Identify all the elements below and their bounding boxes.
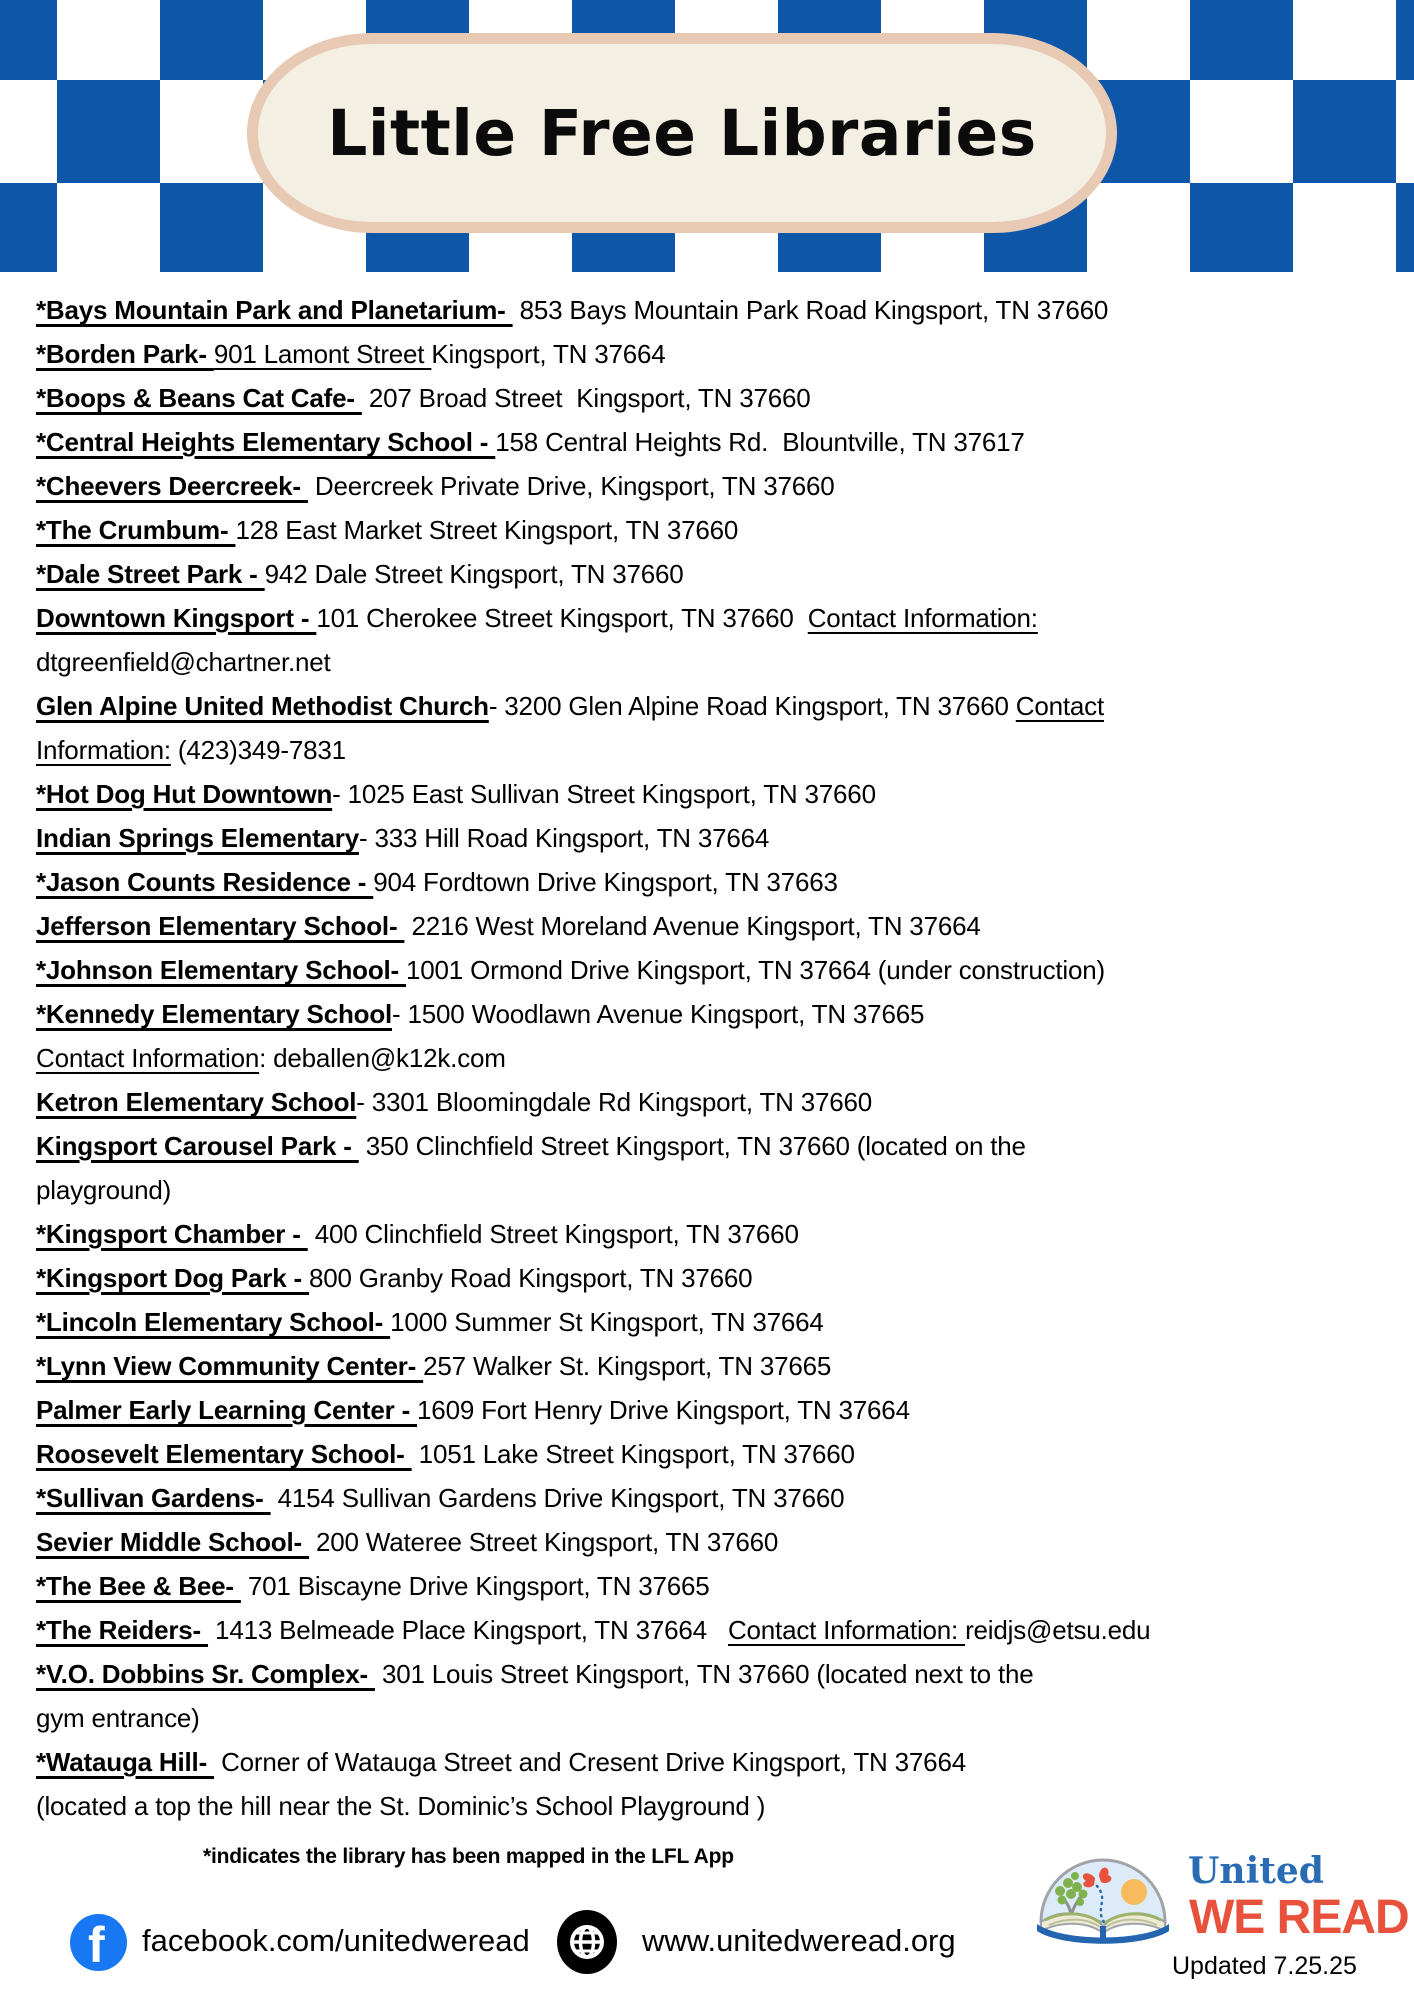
facebook-icon[interactable] xyxy=(70,1914,127,1971)
entry-text: 1000 Summer St Kingsport, TN 37664 xyxy=(390,1307,824,1337)
library-entry xyxy=(36,860,1380,904)
library-entry xyxy=(36,992,1380,1080)
library-entry xyxy=(36,1300,1380,1344)
entry-name: Downtown Kingsport - xyxy=(36,603,317,633)
entry-text: 301 Louis Street Kingsport, TN 37660 (located next to the xyxy=(374,1659,1034,1689)
entry-name: *Dale Street Park - xyxy=(36,559,265,589)
updated-date: Updated 7.25.25 xyxy=(1172,1952,1357,1980)
entry-underlined-text: Contact Information: xyxy=(807,603,1038,633)
library-entry xyxy=(36,1476,1380,1520)
entry-name: *Kennedy Elementary School xyxy=(36,999,393,1029)
library-entry xyxy=(36,904,1380,948)
library-entry xyxy=(36,1388,1380,1432)
entry-name: *Borden Park- xyxy=(36,339,214,369)
entry-text: 2216 West Moreland Avenue Kingsport, TN 37664 xyxy=(404,911,981,941)
title-badge xyxy=(247,33,1117,233)
entry-text: Deercreek Private Drive, Kingsport, TN 37660 xyxy=(307,471,835,501)
library-entry xyxy=(36,684,1380,772)
library-entry xyxy=(36,552,1380,596)
library-entry xyxy=(36,816,1380,860)
entry-text: 1001 Ormond Drive Kingsport, TN 37664 (under construction) xyxy=(406,955,1105,985)
entry-name: Indian Springs Elementary xyxy=(36,823,359,853)
entry-name: *Jason Counts Residence - xyxy=(36,867,374,897)
entry-name: *V.O. Dobbins Sr. Complex- xyxy=(36,1659,375,1689)
entry-text: Corner of Watauga Street and Cresent Drive Kingsport, TN 37664 xyxy=(214,1747,966,1777)
library-entry xyxy=(36,1212,1380,1256)
footnote: *indicates the library has been mapped in the LFL App xyxy=(203,1845,734,1868)
library-entry xyxy=(36,1608,1380,1652)
entry-text: - 3200 Glen Alpine Road Kingsport, TN 37660 xyxy=(488,691,1016,721)
entry-text: 257 Walker St. Kingsport, TN 37665 xyxy=(423,1351,832,1381)
entry-name: Kingsport Carousel Park - xyxy=(36,1131,359,1161)
library-entry xyxy=(36,508,1380,552)
entry-text: 800 Granby Road Kingsport, TN 37660 xyxy=(308,1263,753,1293)
entry-name: Palmer Early Learning Center - xyxy=(36,1395,418,1425)
entry-text: dtgreenfield@chartner.net xyxy=(36,647,331,677)
entry-name: Roosevelt Elementary School- xyxy=(36,1439,412,1469)
entry-name: Sevier Middle School- xyxy=(36,1527,309,1557)
entry-name: *Boops & Beans Cat Cafe- xyxy=(36,383,362,413)
library-entry xyxy=(36,376,1380,420)
entry-text: playground) xyxy=(36,1175,172,1205)
entry-name: Jefferson Elementary School- xyxy=(36,911,405,941)
library-entry xyxy=(36,772,1380,816)
entry-underlined-text: 901 Lamont Street xyxy=(213,339,432,369)
page-title: Little Free Libraries xyxy=(327,96,1037,170)
entry-name: *Bays Mountain Park and Planetarium- xyxy=(36,295,513,325)
entry-text: - 1500 Woodlawn Avenue Kingsport, TN 37665 xyxy=(392,999,925,1029)
entry-name: Glen Alpine United Methodist Church xyxy=(36,691,489,721)
entry-name: *Kingsport Dog Park - xyxy=(36,1263,309,1293)
united-we-read-logo xyxy=(1031,1848,1176,1948)
entry-underlined-text: Contact Information xyxy=(36,1043,260,1073)
entry-text: 4154 Sullivan Gardens Drive Kingsport, TN 37660 xyxy=(270,1483,845,1513)
library-entry xyxy=(36,1564,1380,1608)
entry-text: (located a top the hill near the St. Dominic’s School Playground ) xyxy=(36,1791,766,1821)
library-entry xyxy=(36,420,1380,464)
globe-icon[interactable] xyxy=(557,1910,617,1974)
library-entry xyxy=(36,596,1380,684)
facebook-f-glyph: f xyxy=(88,1917,105,1971)
library-entry xyxy=(36,1432,1380,1476)
entry-name: *Kingsport Chamber - xyxy=(36,1219,308,1249)
entry-text: Kingsport, TN 37664 xyxy=(431,339,666,369)
entry-text: - 333 Hill Road Kingsport, TN 37664 xyxy=(358,823,770,853)
library-entry xyxy=(36,1124,1380,1212)
library-entry xyxy=(36,332,1380,376)
entry-text: 101 Cherokee Street Kingsport, TN 37660 xyxy=(316,603,808,633)
entry-name: *The Bee & Bee- xyxy=(36,1571,241,1601)
library-entry xyxy=(36,288,1380,332)
entry-name: *The Crumbum- xyxy=(36,515,236,545)
library-entry xyxy=(36,1256,1380,1300)
entry-name: *The Reiders- xyxy=(36,1615,209,1645)
entry-text: reidjs@etsu.edu xyxy=(965,1615,1151,1645)
entry-text: 128 East Market Street Kingsport, TN 37660 xyxy=(235,515,739,545)
entry-name: *Sullivan Gardens- xyxy=(36,1483,271,1513)
entry-text: 158 Central Heights Rd. Blountville, TN 37617 xyxy=(495,427,1025,457)
logo-text-united: United xyxy=(1188,1850,1324,1892)
entry-underlined-text: Information: xyxy=(36,735,171,765)
entry-text: 853 Bays Mountain Park Road Kingsport, TN 37660 xyxy=(512,295,1109,325)
library-entry xyxy=(36,1344,1380,1388)
entry-underlined-text: Contact xyxy=(1015,691,1104,721)
entry-text: 701 Biscayne Drive Kingsport, TN 37665 xyxy=(240,1571,710,1601)
globe-glyph xyxy=(557,1910,617,1974)
entry-name: *Hot Dog Hut Downtown xyxy=(36,779,333,809)
library-entry xyxy=(36,1740,1380,1828)
entry-text: - 1025 East Sullivan Street Kingsport, TN 37660 xyxy=(332,779,876,809)
entry-name: *Watauga Hill- xyxy=(36,1747,215,1777)
entry-text: (423)349-7831 xyxy=(170,735,346,765)
facebook-link[interactable]: facebook.com/unitedweread xyxy=(142,1923,530,1958)
entry-text: 1413 Belmeade Place Kingsport, TN 37664 xyxy=(208,1615,728,1645)
entry-text: 400 Clinchfield Street Kingsport, TN 37660 xyxy=(307,1219,799,1249)
library-list xyxy=(36,288,1380,1828)
entry-name: *Central Heights Elementary School - xyxy=(36,427,496,457)
entry-text: 350 Clinchfield Street Kingsport, TN 37660 (located on the xyxy=(358,1131,1026,1161)
entry-underlined-text: Contact Information: xyxy=(727,1615,966,1645)
entry-text: 904 Fordtown Drive Kingsport, TN 37663 xyxy=(373,867,838,897)
entry-text: 942 Dale Street Kingsport, TN 37660 xyxy=(264,559,684,589)
entry-text: - 3301 Bloomingdale Rd Kingsport, TN 37660 xyxy=(356,1087,873,1117)
entry-text: 207 Broad Street Kingsport, TN 37660 xyxy=(361,383,811,413)
entry-text: 200 Wateree Street Kingsport, TN 37660 xyxy=(309,1527,779,1557)
library-entry xyxy=(36,948,1380,992)
entry-text: 1609 Fort Henry Drive Kingsport, TN 37664 xyxy=(417,1395,910,1425)
library-entry xyxy=(36,1652,1380,1740)
entry-name: *Cheevers Deercreek- xyxy=(36,471,308,501)
entry-name: *Johnson Elementary School- xyxy=(36,955,407,985)
logo-text-we-read: WE READ xyxy=(1189,1891,1409,1944)
website-link[interactable]: www.unitedweread.org xyxy=(642,1923,956,1958)
library-entry xyxy=(36,1520,1380,1564)
entry-text: gym entrance) xyxy=(36,1703,200,1733)
library-entry xyxy=(36,464,1380,508)
entry-text: : deballen@k12k.com xyxy=(259,1043,506,1073)
entry-text: 1051 Lake Street Kingsport, TN 37660 xyxy=(411,1439,855,1469)
library-entry xyxy=(36,1080,1380,1124)
entry-name: *Lynn View Community Center- xyxy=(36,1351,424,1381)
entry-name: Ketron Elementary School xyxy=(36,1087,357,1117)
entry-name: *Lincoln Elementary School- xyxy=(36,1307,391,1337)
